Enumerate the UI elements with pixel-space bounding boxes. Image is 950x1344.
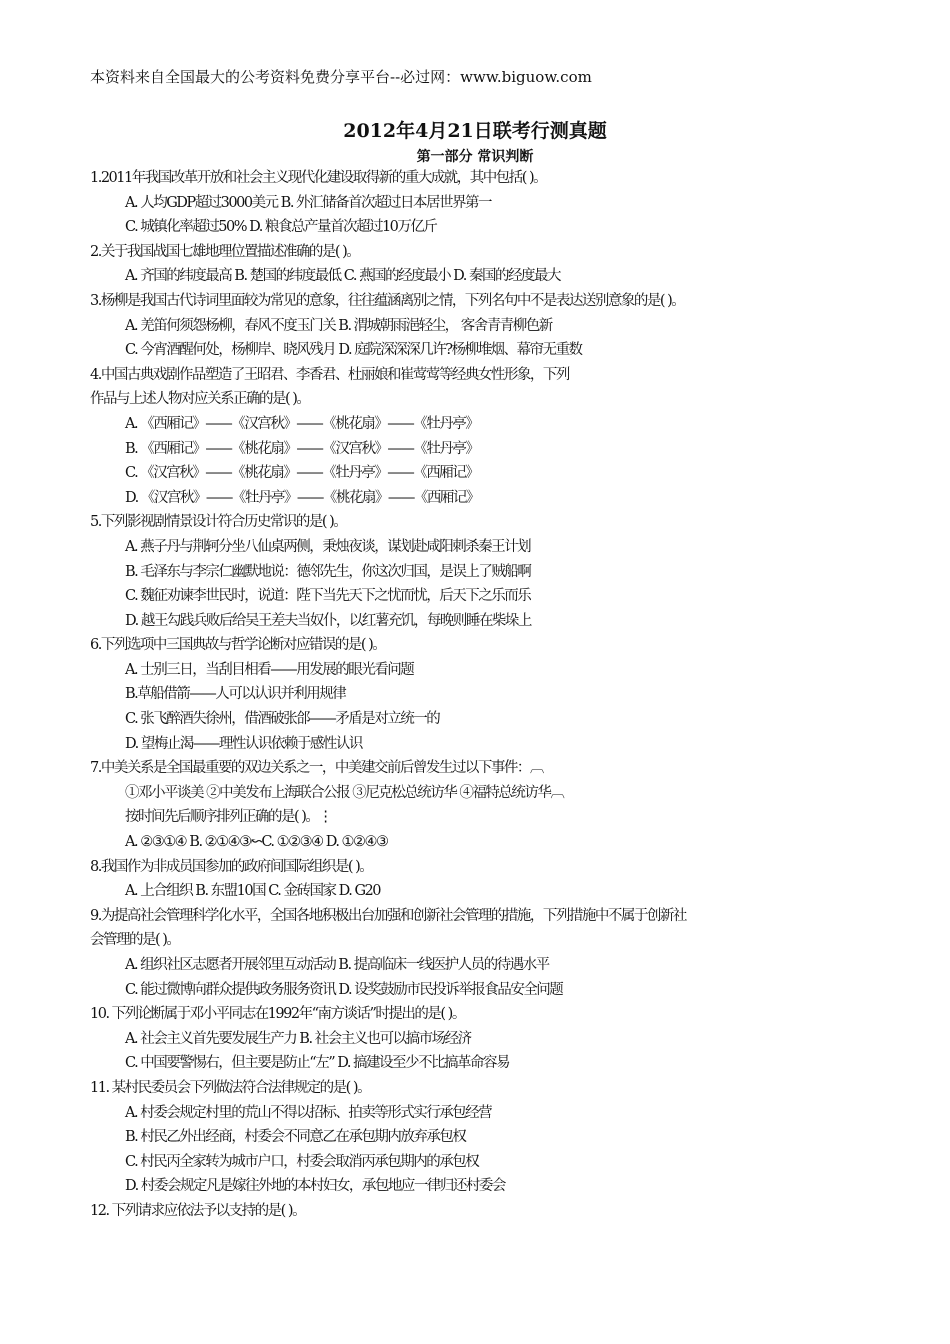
question-11 xyxy=(90,1076,880,1199)
question-5 xyxy=(90,510,880,633)
question-stem: 7.中美关系是全国最重要的双边关系之一，中美建交前后曾发生过以下事件：︹ xyxy=(90,760,543,777)
answer-option-b: B.草船借箭——人可以认识并利用规律 xyxy=(125,686,346,703)
question-2 xyxy=(90,240,880,289)
answer-options: A. 组织社区志愿者开展邻里互动活动 B. 提高临床一线医护人员的待遇水平 xyxy=(125,957,549,973)
question-stem: 12. 下列请求应依法予以支持的是( )。 xyxy=(90,1202,306,1219)
question-stem: 11. 某村民委员会下列做法符合法律规定的是( )。 xyxy=(90,1079,371,1096)
question-8 xyxy=(90,855,880,904)
answer-option-d: D. 村委会规定凡是嫁往外地的本村妇女，承包地应一律归还村委会 xyxy=(125,1178,505,1195)
question-6 xyxy=(90,633,880,756)
question-stem: 6.下列选项中三国典故与哲学论断对应错误的是( )。 xyxy=(90,637,386,654)
source-note: 本资料来自全国最大的公考资料免费分享平台--必过网：www.biguow.com xyxy=(90,68,592,86)
question-12 xyxy=(90,1199,880,1224)
question-10 xyxy=(90,1002,880,1076)
question-7 xyxy=(90,756,880,854)
answer-option-c: C. 魏征劝谏李世民时，说道：陛下当先天下之忧而忧，后天下之乐而乐 xyxy=(125,588,531,605)
answer-options: A. 上合组织 B. 东盟10国 C. 金砖国家 D. G20 xyxy=(125,883,380,900)
question-list xyxy=(90,166,880,1224)
section-title: 第一部分 常识判断 xyxy=(416,149,534,165)
answer-options: A. ②③①④ B. ②①④③↜C. ①②③④ D. ①②④③ xyxy=(125,834,388,851)
event-list: ①邓小平谈美 ②中美发布上海联合公报 ③尼克松总统访华 ④福特总统访华︹ xyxy=(125,784,564,801)
question-9 xyxy=(90,904,880,1002)
question-prompt: 按时间先后顺序排列正确的是( )。⋮ xyxy=(125,809,332,826)
answer-option-c: C. 张飞醉酒失徐州，借酒破张郃——矛盾是对立统一的 xyxy=(125,711,440,728)
answer-option-d: D. 《汉宫秋》——《牡丹亭》——《桃花扇》——《西厢记》 xyxy=(125,489,479,506)
question-stem: 8.我国作为非成员国参加的政府间国际组织是( )。 xyxy=(90,858,373,875)
answer-options: C. 今宵酒醒何处，杨柳岸、晓风残月 D. 庭院深深深几许?杨柳堆烟、幕帘无重数 xyxy=(125,342,582,359)
answer-option-d: D. 望梅止渴——理性认识依赖于感性认识 xyxy=(125,735,362,752)
question-stem: 5.下列影视剧情景设计符合历史常识的是( )。 xyxy=(90,514,347,531)
answer-options: C. 能过微博向群众提供政务服务资讯 D. 设奖鼓励市民投诉举报食品安全问题 xyxy=(125,981,563,998)
question-stem: 3.杨柳是我国古代诗词里面较为常见的意象，往往蕴涵离别之情，下列名句中不是表达送别意象的是( )。 xyxy=(90,292,685,309)
question-stem-continued: 作品与上述人物对应关系正确的是( )。 xyxy=(90,391,310,408)
question-stem-continued: 会管理的是( )。 xyxy=(90,932,180,949)
question-3 xyxy=(90,289,880,363)
answer-option-b: B. 毛泽东与李宗仁幽默地说：德邻先生，你这次归国，是误上了贼船啊 xyxy=(125,563,531,580)
answer-option-a: A. 燕子丹与荆轲分坐八仙桌两侧，秉烛夜谈，谋划赴咸阳刺杀秦王计划 xyxy=(125,538,531,555)
answer-options: A. 社会主义首先要发展生产力 B. 社会主义也可以搞市场经济 xyxy=(125,1030,471,1047)
question-stem: 1.2011年我国改革开放和社会主义现代化建设取得新的重大成就，其中包括( )。 xyxy=(90,170,547,186)
answer-option-a: A. 村委会规定村里的荒山不得以招标、拍卖等形式实行承包经营 xyxy=(125,1104,492,1121)
answer-options: C. 城镇化率超过50% D. 粮食总产量首次超过10万亿斤 xyxy=(125,219,437,236)
question-stem: 4.中国古典戏剧作品塑造了王昭君、李香君、杜丽娘和崔莺莺等经典女性形象，下列 xyxy=(90,366,569,383)
answer-option-d: D. 越王勾践兵败后给吴王差夫当奴仆，以红薯充饥，每晚则睡在柴垛上 xyxy=(125,612,531,629)
question-4 xyxy=(90,363,880,511)
question-stem: 2.关于我国战国七雄地理位置描述准确的是( )。 xyxy=(90,243,360,260)
answer-option-c: C. 村民丙全家转为城市户口，村委会取消丙承包期内的承包权 xyxy=(125,1153,479,1170)
page-title: 2012年4月21日联考行测真题 xyxy=(343,120,607,142)
answer-option-a: A. 士别三日，当刮目相看——用发展的眼光看问题 xyxy=(125,661,414,678)
answer-option-a: A. 《西厢记》——《汉宫秋》——《桃花扇》——《牡丹亭》 xyxy=(125,415,479,432)
answer-option-c: C. 《汉宫秋》——《桃花扇》——《牡丹亭》——《西厢记》 xyxy=(125,465,479,482)
answer-options: A. 羌笛何须怨杨柳，春风不度玉门关 B. 渭城朝雨浥轻尘， 客舍青青柳色新 xyxy=(125,317,552,334)
question-stem: 9.为提高社会管理科学化水平，全国各地积极出台加强和创新社会管理的措施，下列措施中不属于创新社 xyxy=(90,907,686,924)
answer-options: A. 齐国的纬度最高 B. 楚国的纬度最低 C. 燕国的经度最小 D. 秦国的经度最大 xyxy=(125,268,561,285)
answer-option-b: B. 《西厢记》——《桃花扇》——《汉宫秋》——《牡丹亭》 xyxy=(125,440,479,457)
answer-options: C. 中国要警惕右，但主要是防止“左” D. 搞建设至少不比搞革命容易 xyxy=(125,1055,510,1072)
question-1 xyxy=(90,166,880,240)
question-stem: 10. 下列论断属于邓小平同志在1992年“南方谈话”时提出的是( )。 xyxy=(90,1006,465,1023)
answer-options: A. 人均GDP超过3000美元 B. 外汇储备首次超过日本居世界第一 xyxy=(125,194,492,211)
answer-option-b: B. 村民乙外出经商，村委会不同意乙在承包期内放弃承包权 xyxy=(125,1129,466,1146)
